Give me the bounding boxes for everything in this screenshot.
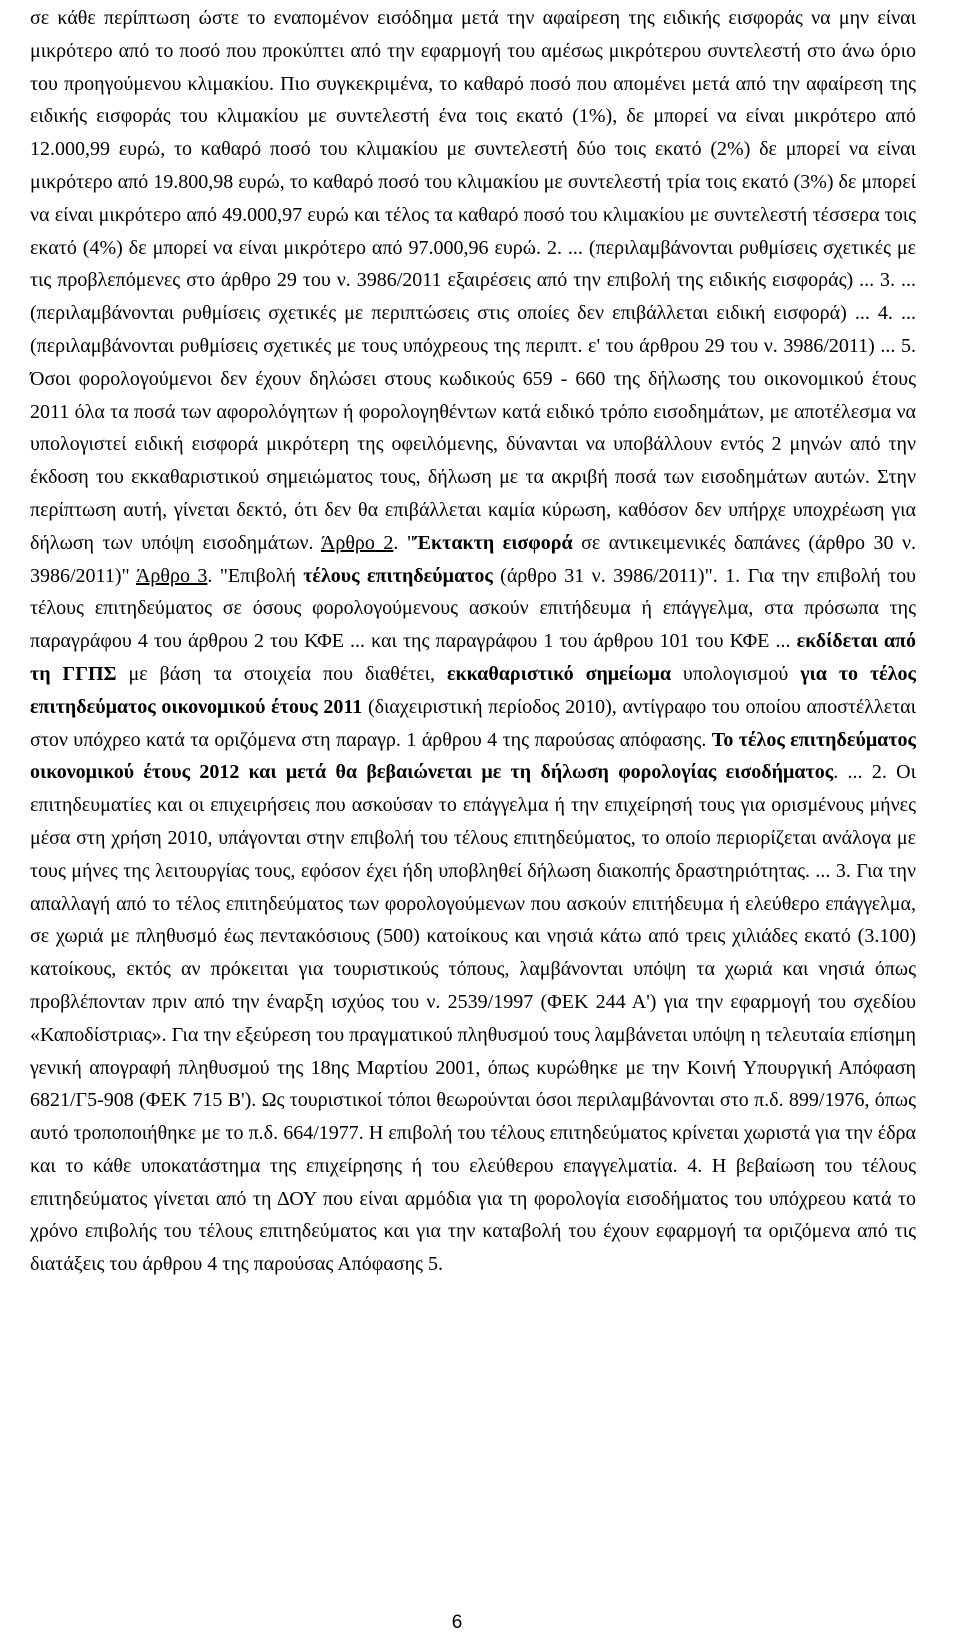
text-segment: . "Επιβολή bbox=[207, 564, 304, 587]
document-page bbox=[30, 2, 916, 1281]
text-segment: με βάση τα στοιχεία που διαθέτει, bbox=[116, 662, 447, 685]
text-segment: σε αντικειμενικές δαπάνες (άρθρο 30 ν. 3986/2011)" bbox=[30, 531, 916, 587]
text-segment: υπολογισμού bbox=[671, 662, 801, 685]
text-segment: (διαχειριστική περίοδος 2010), αντίγραφο του οποίου αποστέλλεται στον υπόχρεο κατά τα οριζόμενα στη παραγρ. 1 άρθρου 4 της παρούσας απόφασης. bbox=[30, 695, 916, 751]
page-number: 6 bbox=[451, 1612, 463, 1633]
bold-fee-2011: για το τέλος επιτηδεύματος οικονομικού έτους 2011 bbox=[30, 662, 916, 718]
bold-professional-fee: τέλους επιτηδεύματος bbox=[303, 564, 493, 587]
text-segment: . " bbox=[393, 531, 416, 554]
text-segment: σε κάθε περίπτωση ώστε το εναπομένον εισόδημα μετά την αφαίρεση της ειδικής εισφοράς να μην είναι μικρότερο από το ποσό που προκύπτει από την εφαρμογή του αμέσως μικρότερου συντελεστή στο άνω όριο του προηγούμενου κλιμακίου. Πιο συγκεκριμένα, το καθαρό ποσό που απομένει μετά από την αφαίρεση της ειδικής εισφοράς του κλιμακίου με συντελεστή ένα τοις εκατό (1%), δε μπορεί να είναι μικρότερο από 12.000,99 ευρώ, το καθαρό ποσό του κλιμακίου με συντελεστή δύο τοις εκατό (2%) δε μπορεί να είναι μικρότερο από 19.800,98 ευρώ, το καθαρό ποσό του κλιμακίου με συντελεστή τρία τοις εκατό (3%) δε μπορεί να είναι μικρότερο από 49.000,97 ευρώ και τέλος τα καθαρό ποσό του κλιμακίου με συντελεστή τέσσερα τοις εκατό (4%) δε μπορεί να είναι μικρότερο από 97.000,96 ευρώ. 2. ... (περιλαμβάνονται ρυθμίσεις σχετικές με τις προβλεπόμενες στο άρθρο 29 του ν. 3986/2011 εξαιρέσεις από την επιβολή της ειδικής εισφοράς) ... 3. ... (περιλαμβάνονται ρυθμίσεις σχετικές με περιπτώσεις στις οποίες δεν επιβάλλεται ειδική εισφορά) ... 4. ... (περιλαμβάνονται ρυθμίσεις σχετικές με τους υπόχρεους της περιπτ. ε' του άρθρου 29 του ν. 3986/2011) ... 5. Όσοι φορολογούμενοι δεν έχουν δηλώσει στους κωδικούς 659 - 660 της δήλωσης του οικονομικού έτους 2011 όλα τα ποσά των αφορολόγητων ή φορολογηθέντων κατά ειδικό τρόπο εισοδημάτων, με αποτέλεσμα να υπολογιστεί ειδική εισφορά μικρότερη της οφειλόμενης, δύνανται να υποβάλλουν εντός 2 μηνών από την έκδοση του εκκαθαριστικού σημειώματος τους, δήλωση με τα ακριβή ποσά των εισοδημάτων αυτών. Στην περίπτωση αυτή, γίνεται δεκτό, ότι δεν θα επιβάλλεται καμία κύρωση, καθόσον δεν υπήρχε υποχρέωση για δήλωση των υπόψη εισοδημάτων. bbox=[30, 7, 916, 554]
link-article-3[interactable]: Άρθρο 3 bbox=[135, 564, 208, 587]
text-segment: . ... 2. Οι επιτηδευματίες και οι επιχειρήσεις που ασκούσαν το επάγγελμα ή την επιχείρησή τους για ορισμένους μήνες μέσα στη χρήση 2010, υπάγονται στην επιβολή του τέλους επιτηδεύματος, το οποίο περιορίζεται ανάλογα με τους μήνες της λειτουργίας τους, εφόσον έχει ήδη υποβληθεί δήλωση διακοπής δραστηριότητας. ... 3. Για την απαλλαγή από το τέλος επιτηδεύματος των φορολογούμενων που ασκούν επιτήδευμα ή ελεύθερο επάγγελμα, σε χωριά με πληθυσμό έως πεντακόσιους (500) κατοίκους και νησιά κάτω από τρεις χιλιάδες εκατό (3.100) κατοίκους, εκτός αν πρόκειται για τουριστικούς τόπους, λαμβάνονται υπόψη τα χωριά και νησιά όπως προβλέπονταν πριν από την έναρξη ισχύος του ν. 2539/1997 (ΦΕΚ 244 Α') για την εφαρμογή του σχεδίου «Καποδίστριας». Για την εξεύρεση του πραγματικού πληθυσμού τους λαμβάνεται υπόψη η τελευταία επίσημη γενική απογραφή πληθυσμού της 18ης Μαρτίου 2001, όπως κυρώθηκε με την Κοινή Υπουργική Απόφαση 6821/Γ5-908 (ΦΕΚ 715 Β'). Ως τουριστικοί τόποι θεωρούνται όσοι περιλαμβάνονται στο π.δ. 899/1976, όπως αυτό τροποποιήθηκε με το π.δ. 664/1977. Η επιβολή του τέλους επιτηδεύματος κρίνεται χωριστά για την έδρα και το κάθε υποκατάστημα της επιχείρησης ή του ελεύθερου επαγγελματία. 4. Η βεβαίωση του τέλους επιτηδεύματος γίνεται από τη ΔΟΥ που είναι αρμόδια για τη φορολογία εισοδήματος του υπόχρεου κατά το χρόνο επιβολής του τέλους επιτηδεύματος και για την καταβολή του έχουν εφαρμογή τα οριζόμενα από τις διατάξεις του άρθρου 4 της παρούσας Απόφασης 5. bbox=[30, 761, 916, 1276]
body-paragraph bbox=[30, 2, 916, 1281]
bold-emergency-contribution: Έκτακτη εισφορά bbox=[415, 531, 573, 554]
bold-issued-by-ggps: εκδίδεται από τη ΓΓΠΣ bbox=[30, 630, 917, 685]
link-article-2[interactable]: Άρθρο 2 bbox=[320, 531, 394, 554]
text-segment: (άρθρο 31 ν. 3986/2011)". 1. Για την επιβολή του τέλους επιτηδεύματος σε όσους φορολογούμενους ασκούν επιτήδευμα ή επάγγελμα, στα πρόσωπα της παραγράφου 4 του άρθρου 2 του ΚΦΕ ... και της παραγράφου 1 του άρθρου 101 του ΚΦΕ ... bbox=[30, 564, 917, 653]
bold-clearance-statement: εκκαθαριστικό σημείωμα bbox=[446, 662, 672, 685]
bold-fee-2012: Το τέλος επιτηδεύματος οικονομικού έτους 2012 και μετά θα βεβαιώνεται με τη δήλωση φορολογίας εισοδήματος bbox=[30, 728, 916, 784]
